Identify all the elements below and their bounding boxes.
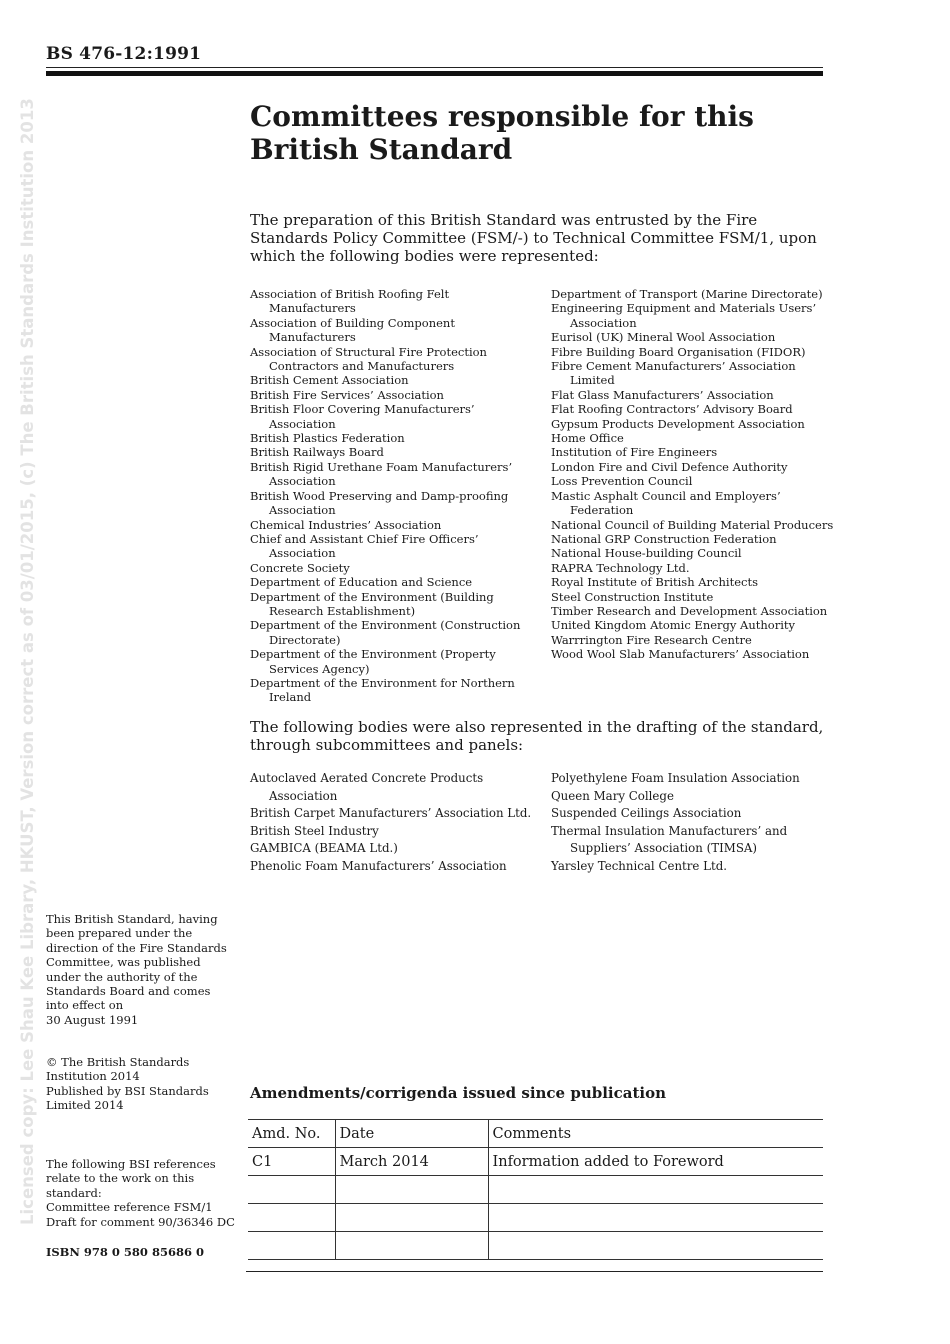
header-comments: Comments xyxy=(488,1120,823,1148)
cell-comments xyxy=(488,1232,823,1260)
list-item: Engineering Equipment and Materials Users’ Association xyxy=(551,301,817,330)
cell-amd-no: C1 xyxy=(248,1148,335,1176)
list-item: Wood Wool Slab Manufacturers’ Association xyxy=(551,647,810,662)
table-header-row xyxy=(248,1120,823,1148)
list-item: National Council of Building Material Producers xyxy=(551,517,834,532)
header-rule-thin xyxy=(46,67,823,68)
subcommittee-bodies-right xyxy=(551,770,836,876)
sidebar-line: direction of the Fire Standards xyxy=(46,940,227,955)
list-item: Chief and Assistant Chief Fire Officers’ Association xyxy=(250,531,479,561)
sidebar-line: Limited 2014 xyxy=(46,1098,124,1113)
sidebar-line: 30 August 1991 xyxy=(46,1012,139,1027)
page-title-line-2: British Standard xyxy=(250,133,513,166)
list-item: British Steel Industry xyxy=(250,823,379,838)
list-item: Autoclaved Aerated Concrete Products Association xyxy=(250,771,484,803)
represented-bodies-right xyxy=(551,287,836,662)
amendments-title: Amendments/corrigenda issued since publication xyxy=(250,1084,666,1102)
list-item: London Fire and Civil Defence Authority xyxy=(551,459,788,474)
list-item: Steel Construction Institute xyxy=(551,589,714,604)
list-item: Concrete Society xyxy=(250,560,350,575)
page-title xyxy=(250,100,810,166)
list-item: Association of Building Component Manufacturers xyxy=(250,315,455,345)
list-item: Flat Roofing Contractors’ Advisory Board xyxy=(551,402,793,417)
sidebar-line: been prepared under the xyxy=(46,926,193,941)
list-item: Department of Education and Science xyxy=(250,575,473,590)
subcommittee-bodies-left xyxy=(250,770,535,876)
page-title-line-1: Committees responsible for this xyxy=(250,100,754,133)
sidebar-line: © The British Standards xyxy=(46,1055,190,1069)
subcommittee-intro: The following bodies were also represented in the drafting of the standard, through subcommittees and panels: xyxy=(250,718,824,754)
footer-rule xyxy=(246,1271,823,1272)
list-item: Warrrington Fire Research Centre xyxy=(551,632,752,647)
sidebar-line: into effect on xyxy=(46,998,124,1013)
list-item: British Fire Services’ Association xyxy=(250,387,444,402)
list-item: British Floor Covering Manufacturers’ Association xyxy=(250,402,475,431)
list-item: Polyethylene Foam Insulation Association xyxy=(551,771,800,785)
licence-watermark: Licensed copy: Lee Shau Kee Library, HKUST, Version correct as of 03/01/2015, (c) The British Standards Institution 2013 xyxy=(18,98,37,1225)
list-item: RAPRA Technology Ltd. xyxy=(551,560,690,575)
list-item: Department of Transport (Marine Directorate) xyxy=(551,287,823,301)
list-item: National GRP Construction Federation xyxy=(551,531,777,546)
sidebar-line: This British Standard, having xyxy=(46,912,218,926)
cell-amd-no xyxy=(248,1232,335,1260)
list-item: Suspended Ceilings Association xyxy=(551,806,742,821)
cell-date: March 2014 xyxy=(335,1148,488,1176)
cell-date xyxy=(335,1176,488,1204)
amendments-table xyxy=(248,1119,823,1260)
list-item: National House-building Council xyxy=(551,546,742,561)
sidebar-line: standard: xyxy=(46,1185,102,1200)
sidebar-line: Standards Board and comes xyxy=(46,984,211,999)
list-item: Fibre Building Board Organisation (FIDOR) xyxy=(551,344,806,359)
list-item: Phenolic Foam Manufacturers’ Association xyxy=(250,858,507,873)
list-item: Queen Mary College xyxy=(551,788,674,803)
sidebar-line: Committee reference FSM/1 xyxy=(46,1200,213,1215)
sidebar-line: Committee, was published xyxy=(46,955,201,970)
isbn: ISBN 978 0 580 85686 0 xyxy=(46,1245,204,1259)
header-date: Date xyxy=(335,1120,488,1148)
sidebar-line: Institution 2014 xyxy=(46,1069,140,1084)
sidebar-line: Draft for comment 90/36346 DC xyxy=(46,1214,235,1229)
sidebar-references xyxy=(46,1157,236,1229)
list-item: Mastic Asphalt Council and Employers’ Federation xyxy=(551,488,781,518)
list-item: Eurisol (UK) Mineral Wool Association xyxy=(551,330,776,345)
table-row xyxy=(248,1176,823,1204)
list-item: British Rigid Urethane Foam Manufacturers’ Association xyxy=(250,459,513,489)
table-row xyxy=(248,1232,823,1260)
list-item: Gypsum Products Development Association xyxy=(551,416,805,431)
list-item: Flat Glass Manufacturers’ Association xyxy=(551,387,774,402)
list-item: United Kingdom Atomic Energy Authority xyxy=(551,618,796,633)
list-item: Department of the Environment for Northern Ireland xyxy=(250,675,515,705)
sidebar-preparation-note xyxy=(46,912,236,1027)
list-item: Loss Prevention Council xyxy=(551,474,693,489)
table-row xyxy=(248,1148,823,1176)
cell-amd-no xyxy=(248,1204,335,1232)
cell-comments: Information added to Foreword xyxy=(488,1148,823,1176)
sidebar-line: Published by BSI Standards xyxy=(46,1083,209,1098)
list-item: British Wood Preserving and Damp-proofing Association xyxy=(250,488,509,518)
list-item: Department of the Environment (Construction Directorate) xyxy=(250,618,521,647)
represented-bodies-left xyxy=(250,287,535,705)
list-item: Timber Research and Development Association xyxy=(551,603,828,618)
sidebar-line: under the authority of the xyxy=(46,969,198,984)
header-amd-no: Amd. No. xyxy=(248,1120,335,1148)
sidebar-line: relate to the work on this xyxy=(46,1171,195,1186)
list-item: Thermal Insulation Manufacturers’ and Suppliers’ Association (TIMSA) xyxy=(551,823,788,856)
list-item: Royal Institute of British Architects xyxy=(551,575,758,590)
list-item: Department of the Environment (Property Services Agency) xyxy=(250,647,496,676)
list-item: Yarsley Technical Centre Ltd. xyxy=(551,858,728,873)
list-item: British Carpet Manufacturers’ Association Ltd. xyxy=(250,806,532,821)
cell-date xyxy=(335,1232,488,1260)
sidebar-line: The following BSI references xyxy=(46,1157,216,1171)
header-rule-thick xyxy=(46,71,823,76)
list-item: British Plastics Federation xyxy=(250,431,405,446)
cell-comments xyxy=(488,1176,823,1204)
cell-amd-no xyxy=(248,1176,335,1204)
list-item: Home Office xyxy=(551,431,624,446)
cell-comments xyxy=(488,1204,823,1232)
list-item: Department of the Environment (Building Research Establishment) xyxy=(250,589,494,618)
intro-paragraph: The preparation of this British Standard was entrusted by the Fire Standards Policy Committee (FSM/-) to Technical Committee FSM/1, upon which the following bodies were represented: xyxy=(250,211,817,265)
sidebar-copyright xyxy=(46,1055,236,1113)
list-item: British Railways Board xyxy=(250,445,384,460)
cell-date xyxy=(335,1204,488,1232)
list-item: Association of British Roofing Felt Manufacturers xyxy=(250,287,450,316)
list-item: Fibre Cement Manufacturers’ Association Limited xyxy=(551,359,796,388)
list-item: British Cement Association xyxy=(250,373,409,388)
table-row xyxy=(248,1204,823,1232)
list-item: GAMBICA (BEAMA Ltd.) xyxy=(250,841,398,856)
document-id: BS 476-12:1991 xyxy=(46,44,202,64)
list-item: Chemical Industries’ Association xyxy=(250,517,442,532)
list-item: Institution of Fire Engineers xyxy=(551,445,718,460)
list-item: Association of Structural Fire Protection Contractors and Manufacturers xyxy=(250,344,487,374)
